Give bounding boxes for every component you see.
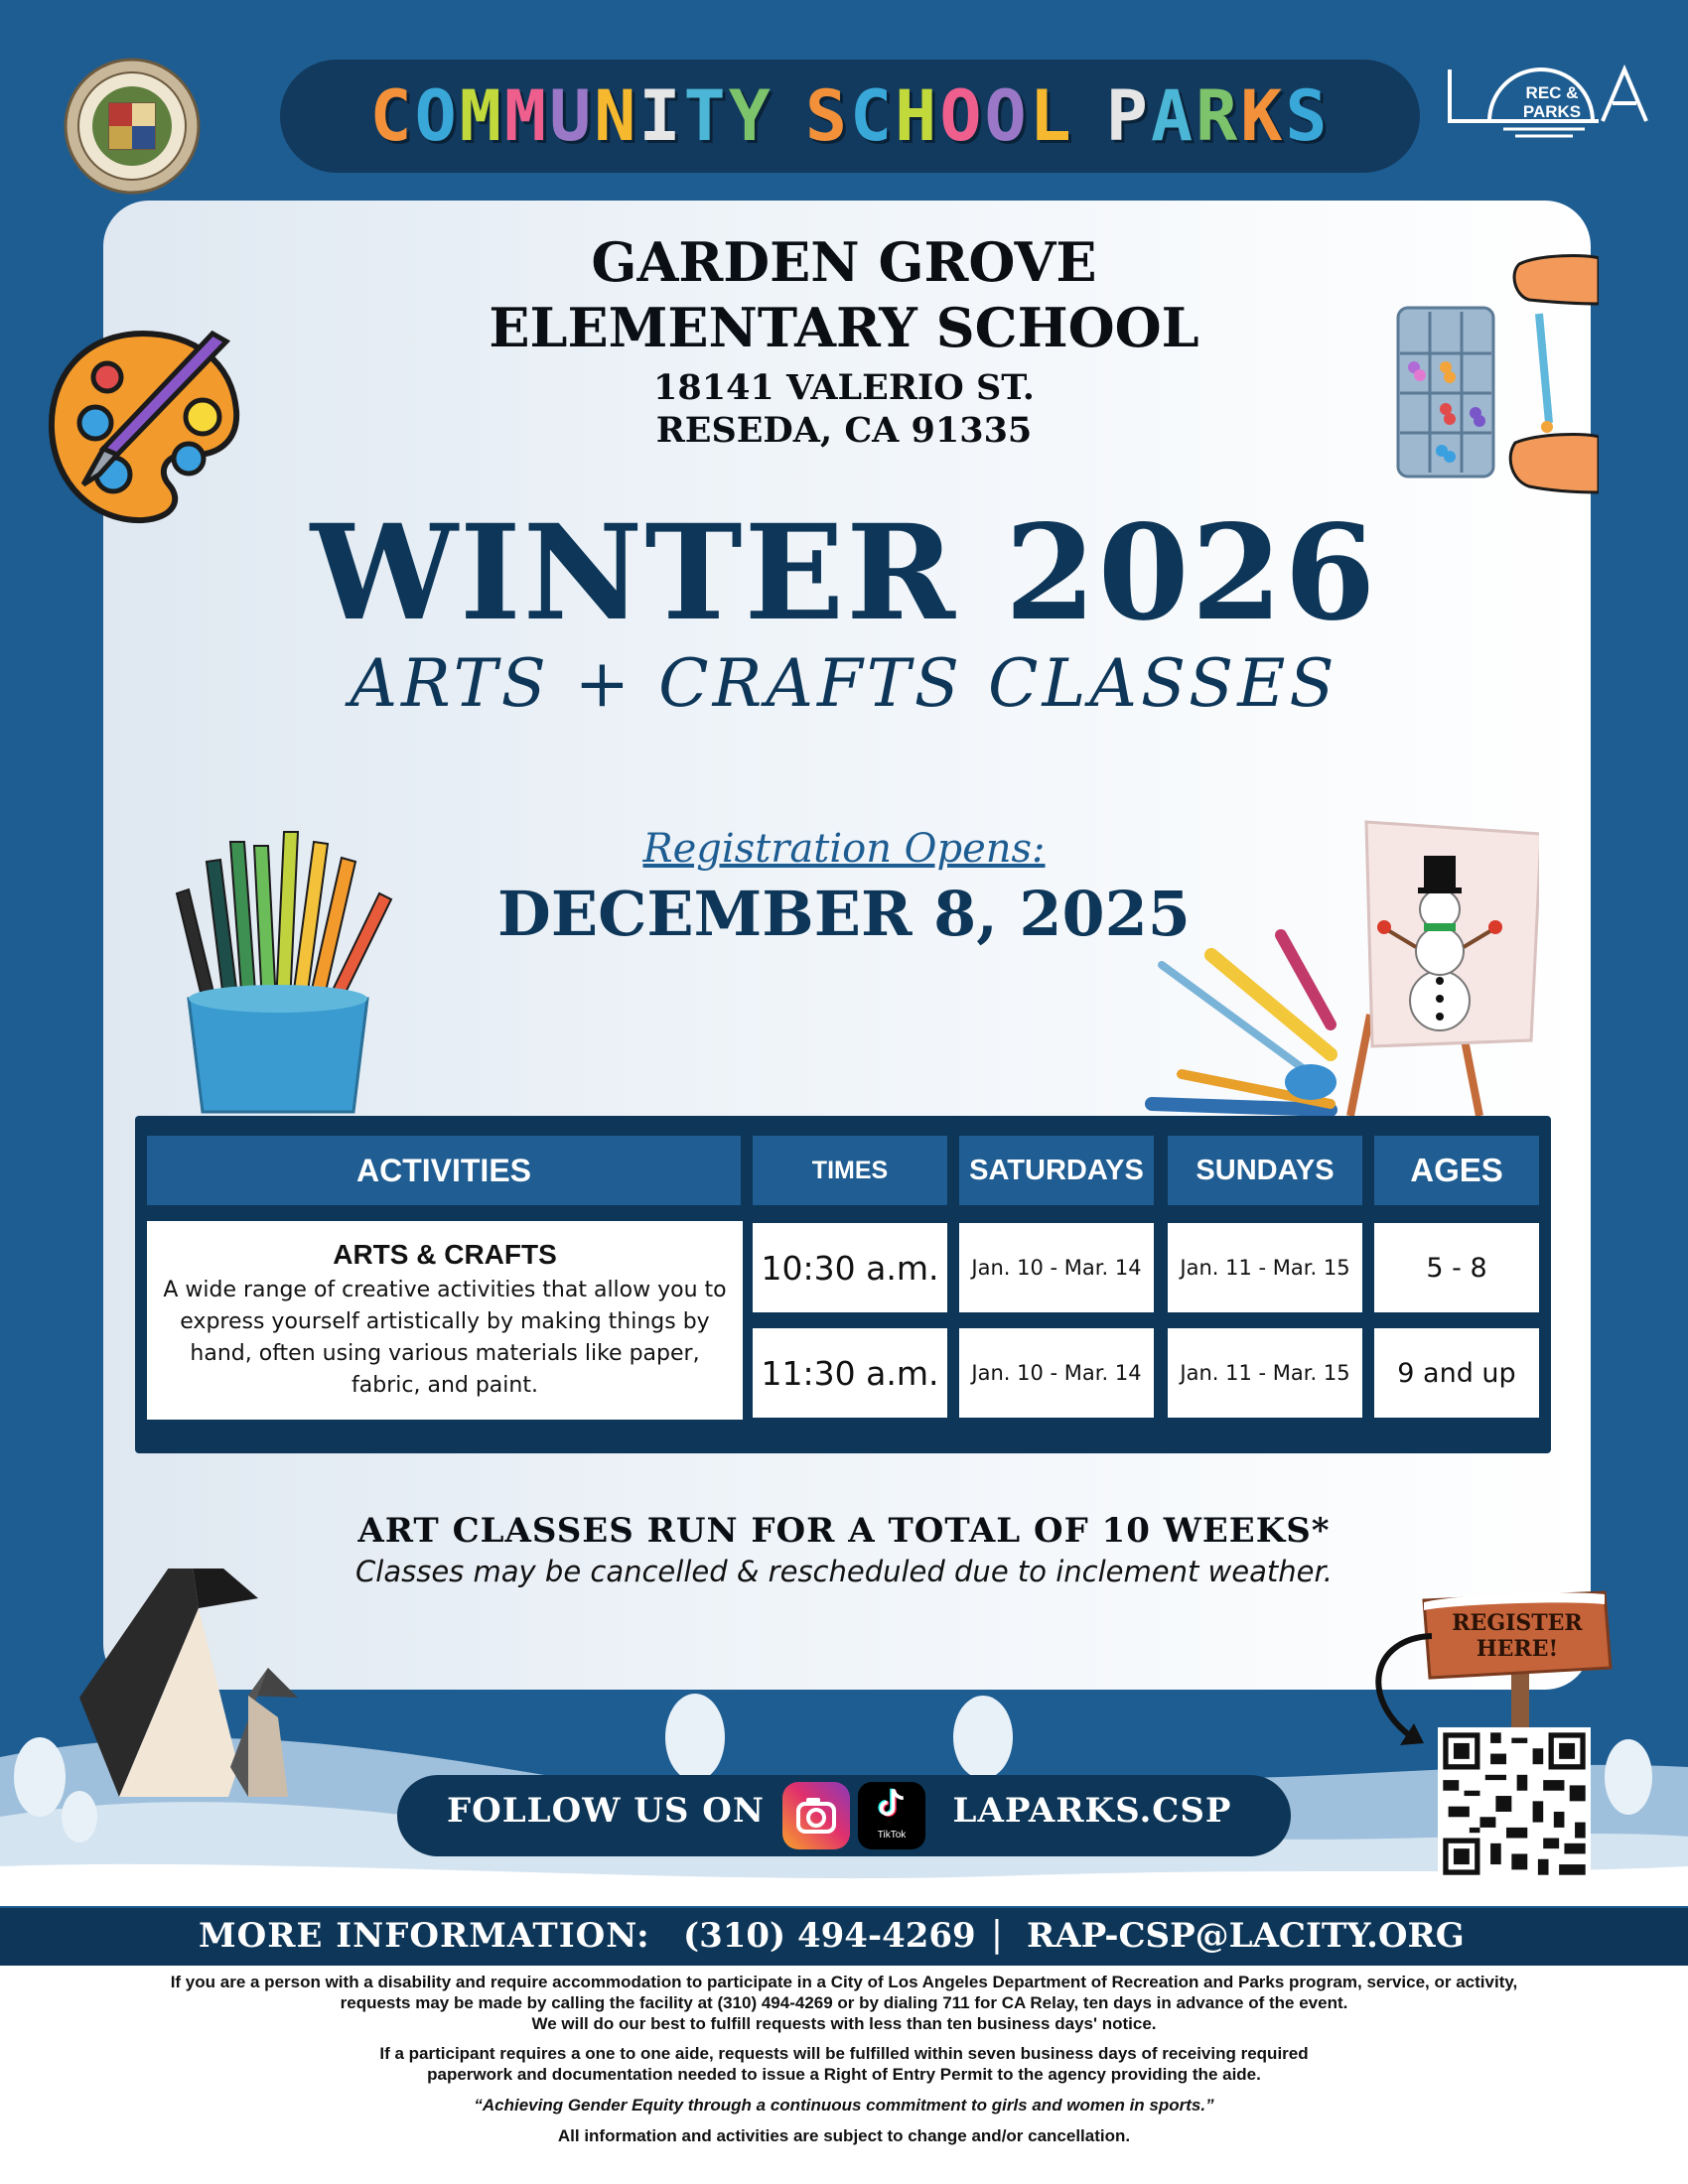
aide-note-line1: If a participant requires a one to one aide, requests will be fulfilled within seven business days of receiving required xyxy=(379,2044,1309,2063)
schedule-table xyxy=(135,1116,1551,1453)
registration-label: Registration Opens: xyxy=(642,826,1046,872)
qr-code[interactable] xyxy=(1438,1727,1591,1880)
sundays-cell: Jan. 11 - Mar. 15 xyxy=(1168,1223,1362,1312)
accessibility-note-line1: If you are a person with a disability and require accommodation to participate in a City of Los Angeles Department of Recreation and Parks program, service, or activity, xyxy=(170,1973,1518,1991)
header-sundays: SUNDAYS xyxy=(1168,1136,1362,1205)
class-subtitle: ARTS + CRAFTS CLASSES xyxy=(350,645,1338,722)
tiktok-caption: TikTok xyxy=(877,1830,907,1841)
logo-text-line1: REC & xyxy=(1525,83,1579,102)
arrow-icon xyxy=(1352,1628,1452,1757)
ages-cell: 5 - 8 xyxy=(1374,1223,1539,1312)
header-saturdays: SATURDAYS xyxy=(959,1136,1154,1205)
disclaimer: All information and activities are subject to change and/or cancellation. xyxy=(557,2126,1131,2145)
contact-phone[interactable]: (310) 494-4269 xyxy=(683,1916,976,1956)
weather-note: Classes may be cancelled & rescheduled due to inclement weather. xyxy=(355,1555,1333,1588)
social-handle[interactable]: LAPARKS.CSP xyxy=(952,1791,1232,1831)
title-word: PARKS xyxy=(1105,75,1331,157)
header-times: TIMES xyxy=(753,1136,947,1205)
ages-cell: 9 and up xyxy=(1374,1328,1539,1418)
logo-text-line2: PARKS xyxy=(1522,102,1582,121)
accessibility-note-line2: requests may be made by calling the facility at (310) 494-4269 or by dialing 711 for CA Relay, ten days in advance of the event. xyxy=(340,1993,1348,2012)
contact-label: MORE INFORMATION: xyxy=(199,1916,650,1956)
activity-cell xyxy=(147,1221,743,1420)
title-word: COMMUNITY xyxy=(369,75,774,157)
header-activities: ACTIVITIES xyxy=(147,1136,741,1205)
snowman-easel-icon xyxy=(1142,816,1539,1116)
tiktok-icon[interactable] xyxy=(858,1782,925,1849)
saturdays-cell: Jan. 10 - Mar. 14 xyxy=(959,1328,1154,1418)
contact-separator: | xyxy=(990,1914,1004,1955)
time-cell: 10:30 a.m. xyxy=(753,1223,947,1312)
city-seal-icon xyxy=(64,58,201,195)
sundays-cell: Jan. 11 - Mar. 15 xyxy=(1168,1328,1362,1418)
logo-text xyxy=(1505,83,1599,121)
pencil-cup-icon xyxy=(159,814,397,1120)
register-sign-line1: REGISTER xyxy=(1452,1610,1583,1636)
register-sign-line2: HERE! xyxy=(1476,1636,1559,1662)
duration-note: ART CLASSES RUN FOR A TOTAL OF 10 WEEKS* xyxy=(357,1511,1331,1551)
time-cell: 11:30 a.m. xyxy=(753,1328,947,1418)
school-address-line1: 18141 VALERIO ST. xyxy=(653,367,1035,408)
aide-note-line2: paperwork and documentation needed to issue a Right of Entry Permit to the agency providing the aide. xyxy=(427,2065,1261,2084)
header-ages: AGES xyxy=(1374,1136,1539,1205)
title-word: SCHOOL xyxy=(804,75,1074,157)
program-title-banner xyxy=(280,60,1420,173)
school-address-line2: RESEDA, CA 91335 xyxy=(655,410,1033,451)
instagram-icon[interactable] xyxy=(782,1782,850,1849)
school-name-line2: ELEMENTARY SCHOOL xyxy=(489,296,1199,359)
school-name-line1: GARDEN GROVE xyxy=(591,230,1097,294)
follow-label: FOLLOW US ON xyxy=(447,1791,765,1831)
contact-email[interactable]: RAP-CSP@LACITY.ORG xyxy=(1027,1916,1465,1956)
season-title: WINTER 2026 xyxy=(310,496,1378,650)
gender-equity-quote: “Achieving Gender Equity through a continuous commitment to girls and women in sports.” xyxy=(474,2096,1214,2115)
accessibility-note-line3: We will do our best to fulfill requests with less than ten business days' notice. xyxy=(531,2014,1157,2033)
activity-description: A wide range of creative activities that allow you to express yourself artistically by making things by hand, often using various materials like paper, fabric, and paint. xyxy=(163,1278,727,1398)
activity-name: ARTS & CRAFTS xyxy=(333,1239,557,1270)
paint-palette-icon xyxy=(44,326,244,530)
registration-date: DECEMBER 8, 2025 xyxy=(497,878,1191,950)
saturdays-cell: Jan. 10 - Mar. 14 xyxy=(959,1223,1154,1312)
